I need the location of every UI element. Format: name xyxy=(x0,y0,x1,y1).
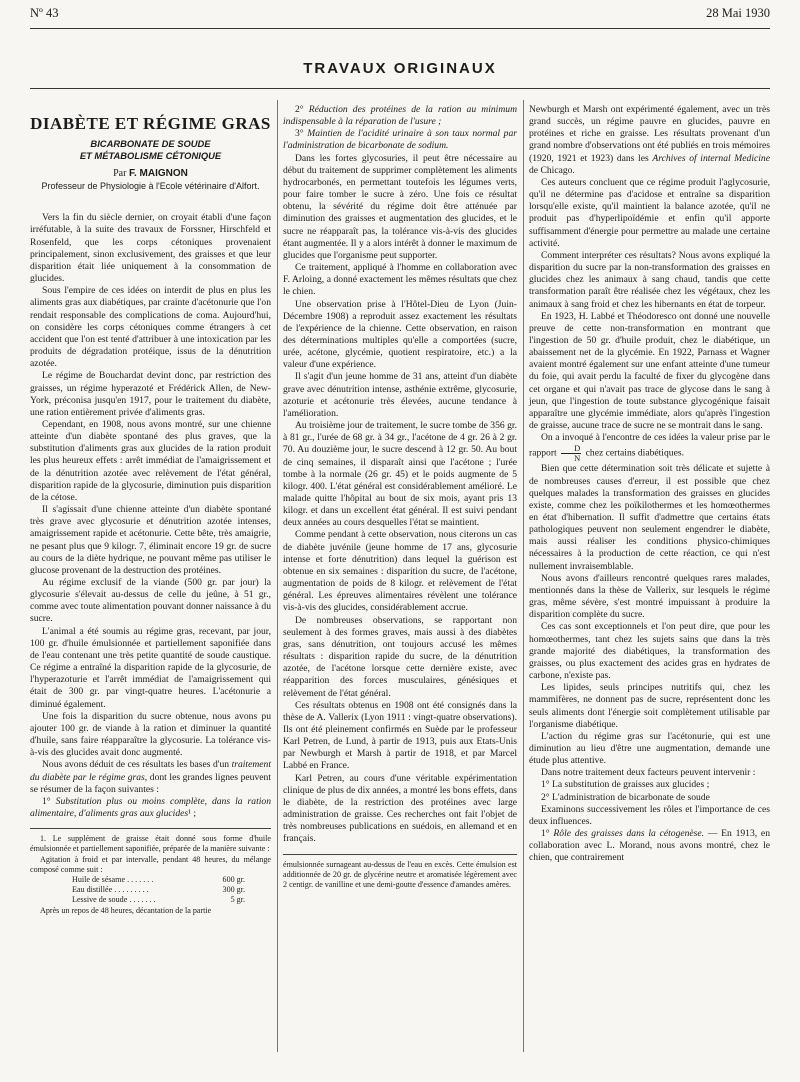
footnote-rule xyxy=(30,828,271,829)
paragraph: Comme pendant à cette observation, nous citerons un cas de diabète juvénile (jeune homme de 17 ans, glycosurie intense et forte dénutrition) dans lequel la guérison est obtenue en six semaines : disparition du sucre, de l'acétone, augmentation de poids de 8 kilogr. et relèvement de l'état général. Les épreuves alimentaires révèlent une tolérance vis-à-vis des glucides, considérablement accrue. xyxy=(283,529,517,614)
header-rule-top xyxy=(30,28,770,29)
article-subtitle-2: ET MÉTABOLISME CÉTONIQUE xyxy=(79,150,222,161)
author-affiliation: Professeur de Physiologie à l'Ecole vétérinaire d'Alfort. xyxy=(41,181,260,192)
list-item: 3° Maintien de l'acidité urinaire à son taux normal par l'administration de bicarbonate de sodium. xyxy=(283,128,517,152)
paragraph: Il s'agit d'un jeune homme de 31 ans, atteint d'un diabète grave avec dénutrition intense, asthénie extrême, glycosurie, azoturie et acétonurie très élevées, aucune tendance à l'amélioration. xyxy=(283,371,517,419)
paragraph: Ces résultats obtenus en 1908 ont été consignés dans la thèse de A. Vallerix (Lyon 1911 : vingt-quatre observations). Ils ont été pleinement confirmés en Suède par le professeur Karl Petren, de Lund, à partir de 1913, puis aux Etats-Unis par Newburgh et Marsh à partir de 1918, et par Marcel Labbé en France. xyxy=(283,699,517,772)
paragraph: Ces cas sont exceptionnels et l'on peut dire, que pour les homœothermes, tant chez les sujets sains que dans la très grande majorité des diabétiques, la transformation des graisses, ou plus exactement des acides gras en hydrates de carbone, n'existe pas. xyxy=(529,621,770,682)
paragraph: De nombreuses observations, se rapportant non seulement à des formes graves, mais aussi à des diabètes gras, sans dénutrition, ont toujours accusé les mêmes résultats : disparition rapide du sucre, de la dénutrition azotée, de l'acétone lorsque cette dernière existe, avec réapparition des forces musculaires, génésiques et relèvement de l'état général. xyxy=(283,614,517,699)
recipe-row: Lessive de soude . . . . . . . 5 gr. xyxy=(72,895,245,905)
paragraph: Les lipides, seuls principes nutritifs qui, chez les mammifères, ne donnent pas de sucre, représentent donc les seuls aliments dont l'énergie soit complètement utilisable par l'organisme diabétique. xyxy=(529,682,770,730)
list-item: 2° L'administration de bicarbonate de soude xyxy=(541,791,710,803)
paragraph: Cependant, en 1908, nous avons montré, sur une chienne atteinte d'un diabète spontané des plus graves, que la substitution d'aliments gras aux glucides de la ration produit les plus heureux effets : arrêt immédiat de l'amaigrissement et de la dénutrition azotée avec relèvement de l'état général, disparition rapide de la glycosurie, diminution puis disparition de la cétose. xyxy=(30,418,271,503)
paragraph: Ce traitement, appliqué à l'homme en collaboration avec F. Arloing, a donné exactement les mêmes résultats que chez le chien. xyxy=(283,262,517,298)
column-2 xyxy=(283,104,517,890)
list-item: 2° Réduction des protéines de la ration au minimum indispensable à la réparation de l'usure ; xyxy=(283,104,517,128)
paragraph: Une fois la disparition du sucre obtenue, nous avons pu ajouter 100 gr. de viande à la ration et diminuer la quantité d'huile, sans faire réapparaître la glycosurie. La tolérance vis-à-vis des glucides avait donc augmenté. xyxy=(30,710,271,759)
footnote-text: Agitation à froid et par intervalle, pendant 48 heures, du mélange composé comme suit : xyxy=(30,854,271,874)
footnote xyxy=(30,834,271,916)
paragraph: Comment interpréter ces résultats? Nous avons expliqué la disparition du sucre par la non-transformation des graisses en glucides chez les animaux à sang chaud, tandis que cette transformation paraît être réalisée chez les végétaux, chez les animaux à sang froid et chez les hibernants en état de torpeur. xyxy=(529,249,770,310)
recipe-row: Eau distillée . . . . . . . . . 300 gr. xyxy=(72,885,245,895)
paragraph: Une observation prise à l'Hôtel-Dieu de Lyon (Juin-Décembre 1908) a reproduit assez exactement les résultats de l'expérience de la chienne. Cette observation, en raison des déterminations multiples qu'elle a comportées (sucre, urée, acétone, glycémie, quotient respiratoire, etc.) a la valeur d'une expérience. xyxy=(283,298,517,371)
footnote-rule xyxy=(283,854,517,855)
paragraph: On a invoqué à l'encontre de ces idées la valeur prise par le rapport $\frac{D}{N}$ chez certains diabétiques. xyxy=(529,432,770,464)
author-prefix: Par xyxy=(113,168,127,179)
paragraph: En 1923, H. Labbé et Théodoresco ont donné une nouvelle preuve de cette non-transformation en montrant que l'ingestion de 50 gr. d'huile produit, chez le diabétique, un abaissement net de la glycémie. En 1922, Parnass et Wagner avaient montré également sur une enfant atteinte d'une tumeur du foie, qui avait perdu la faculté de fixer du glycogène dans cet organe et qui n'avait pas trace de glycose dans le sang à jeun, que l'ingestion de toute substance glycogénique faisait apparaître une glycémie immédiate, alors qu'après l'ingestion de graisse, aucune trace de sucre ne se montrait dans le sang. xyxy=(529,310,770,432)
article-title: DIABÈTE ET RÉGIME GRAS xyxy=(30,114,271,133)
list-item: 1° La substitution de graisses aux glucides ; xyxy=(541,779,710,791)
footnote-text: émulsionnée surnageant au-dessus de l'eau en excès. Cette émulsion est additionnée de 20 gr. de glycérine neutre et aromatisée légèrement avec 2 centigr. de vanilline et une demi-goutte d'essence d'amandes amères. xyxy=(283,859,517,889)
article-subtitle-1: BICARBONATE DE SOUDE xyxy=(90,138,211,149)
paragraph: Vers la fin du siècle dernier, on croyait établi d'une façon irréfutable, à la suite des travaux de Forssner, Hirschfeld et Rosenfeld, que les corps cétoniques provenaient principalement, sinon exclusivement, des graisses et que leur disparition était liée uniquement à la consommation de glucides. xyxy=(30,212,271,285)
paragraph: Karl Petren, au cours d'une véritable expérimentation clinique de plus de dix années, a montré les bons effets, dans le diabète, de la restriction des protéines avec large administration de graisse. Ces recherches ont fait l'objet de très nombreuses publications en suédois, en allemand et en français. xyxy=(283,772,517,845)
footnote-text: 1. Le supplément de graisse était donné sous forme d'huile émulsionnée et partiellement saponifiée, préparée de la manière suivante : xyxy=(30,834,271,854)
paragraph: L'action du régime gras sur l'acétonurie, qui est une diminution au lieu d'être une augmentation, demande une étude plus attentive. xyxy=(529,730,770,767)
page-header xyxy=(30,6,770,24)
section-title: TRAVAUX ORIGINAUX xyxy=(303,60,497,77)
author-line xyxy=(30,168,271,180)
paragraph: L'animal a été soumis au régime gras, recevant, par jour, 100 gr. d'huile émulsionnée et partiellement saponifiée dans de l'eau contenant une très petite quantité de soude caustique. Ce régime a entraîné la disparition rapide de la glycosurie, de l'hyperazoturie et l'arrêt immédiat de l'amaigrissement qui était de 300 gr. par vingt-quatre heures. L'acétonurie a diminué également. xyxy=(30,625,271,710)
issue-date: 28 Mai 1930 xyxy=(706,6,770,20)
list-item: 1° Substitution plus ou moins complète, dans la ration alimentaire, d'aliments gras aux glucides¹ ; xyxy=(30,795,271,819)
paragraph: Le régime de Bouchardat devint donc, par restriction des graisses, un régime hyperazoté et Frédérick Allen, de New-York, préconisa jusqu'en 1917, pour le traitement du diabète, une ration entièrement privée d'aliments gras. xyxy=(30,370,271,418)
column-1 xyxy=(30,100,271,916)
paragraph: Au régime exclusif de la viande (500 gr. par jour) la glycosurie s'élevait au-dessus de celle du jeûne, à 51 gr., comme avec toute alimentation pouvant donner naissance à du sucre. xyxy=(30,577,271,625)
paragraph: Newburgh et Marsh ont expérimenté également, avec un très grand succès, un régime pauvre en glucides, pauvre en protéines et riche en graisse. Les résultats provenant d'un grand nombre d'observations ont été publiés en trois mémoires (1920, 1921 et 1923) dans les Archives of internal Medicine de Chicago. xyxy=(529,104,770,176)
footnote-text: Après un repos de 48 heures, décantation de la partie xyxy=(40,905,212,915)
footnote-continued xyxy=(283,860,517,891)
paragraph: Nous avons déduit de ces résultats les bases d'un traitement du diabète par le régime gras, dont les grandes lignes peuvent se résumer de la façon suivantes : xyxy=(30,759,271,795)
paragraph: Bien que cette détermination soit très délicate et sujette à de nombreuses causes d'erreur, il est possible que chez quelques malades la transformation des graisses en glucides existe, comme chez les poïkilothermes et les homœothermes en état d'hibernation. Il suffit d'admettre que certains états pathologiques peuvent non seulement engendrer le diabète, mais aussi réaliser les conditions physico-chimiques nécessaires à la production de cette réaction, ce qui n'est nullement invraisemblable. xyxy=(529,463,770,572)
paragraph: Examinons successivement les rôles et l'importance de ces deux influences. xyxy=(529,803,770,827)
header-rule-bottom xyxy=(30,88,770,89)
recipe-row: Huile de sésame . . . . . . . 600 gr. xyxy=(72,874,245,884)
paragraph: Nous avons d'ailleurs rencontré quelques rares malades, mentionnés dans la thèse de Vallerix, sur lesquels le régime gras, même sévère, s'est montré impuissant à produire la disparition complète du sucre. xyxy=(529,572,770,621)
author-name: F. MAIGNON xyxy=(128,168,188,179)
paragraph: 1° Rôle des graisses dans la cétogenèse. — En 1913, en collaboration avec L. Morand, nous avons montré, chez le chien, que contrairement xyxy=(529,828,770,864)
column-divider-1 xyxy=(277,100,278,1052)
paragraph: Sous l'empire de ces idées on interdit de plus en plus les aliments gras aux diabétiques, par crainte d'acétonurie que l'on rendait responsable des complications de coma. Aujourd'hui, on considère les corps cétoniques comme étrangers à cet accident que l'on est tenté d'attribuer à une intoxication par les produits de dégradation protéique, issus de la dénutrition azotée. xyxy=(30,285,271,370)
issue-number: Nº 43 xyxy=(30,6,59,20)
paragraph: Dans notre traitement deux facteurs peuvent intervenir : xyxy=(541,767,756,779)
column-3 xyxy=(529,104,770,865)
paragraph: Au troisième jour de traitement, le sucre tombe de 356 gr. à 81 gr., l'urée de 68 gr. à 34 gr., l'acétone de 4 gr. 26 à 2 gr. 70. Au douzième jour, le sucre descend à 12 gr. 50. Au bout de cinq semaines, il disparaît ainsi que l'acétone ; l'urée tombe à la normale (26 gr. 45) et le poids augmente de 5 kilogr. 400. L'état général est considérablement amélioré. Le malade quitte l'hôpital au bout de six mois, ayant pris 13 kilogr. et dans un excellent état général. Il est suivi pendant deux années au cours desquelles l'état se maintient. xyxy=(283,420,517,529)
paragraph: Ces auteurs concluent que ce régime produit l'aglycosurie, qu'il ne détermine pas d'acidose et entraîne sa disparition lorsqu'elle existe, qu'il maintient la balance azotée, qu'il ne produit pas d'hyperlipoïdémie et enfin qu'il apporte suffisamment d'énergie pour permettre au malade une certaine activité. xyxy=(529,176,770,249)
ratio-fraction: $\frac{D}{N}$ xyxy=(561,444,581,463)
paragraph: Dans les fortes glycosuries, il peut être nécessaire au début du traitement de supprimer complètement les aliments hydrocarbonés, en permettant toutefois les légumes verts, pour faire tomber le sucre à zéro. Une fois ce résultat obtenu, la sévérité du régime doit être atténuée par diminution des graisses et augmentation des glucides, et le sucre ne réapparaît pas, la tolérance vis-à-vis des glucides étant augmentée. Il y a alors intérêt à donner le maximum de glucides que l'organisme peut supporter. xyxy=(283,152,517,261)
column-divider-2 xyxy=(523,100,524,1052)
paragraph: Il s'agissait d'une chienne atteinte d'un diabète spontané très grave avec glycosurie et dénutrition azotée intenses, amaigrissement rapide et acétonurie. Cette bête, très amaigrie, ne pesant plus que 9 kilogr. 7, éliminait encore 19 gr. de sucre au cours de la diète hydrique, ne pouvant même pas utiliser le glucose provenant de la destruction des protéines. xyxy=(30,504,271,576)
